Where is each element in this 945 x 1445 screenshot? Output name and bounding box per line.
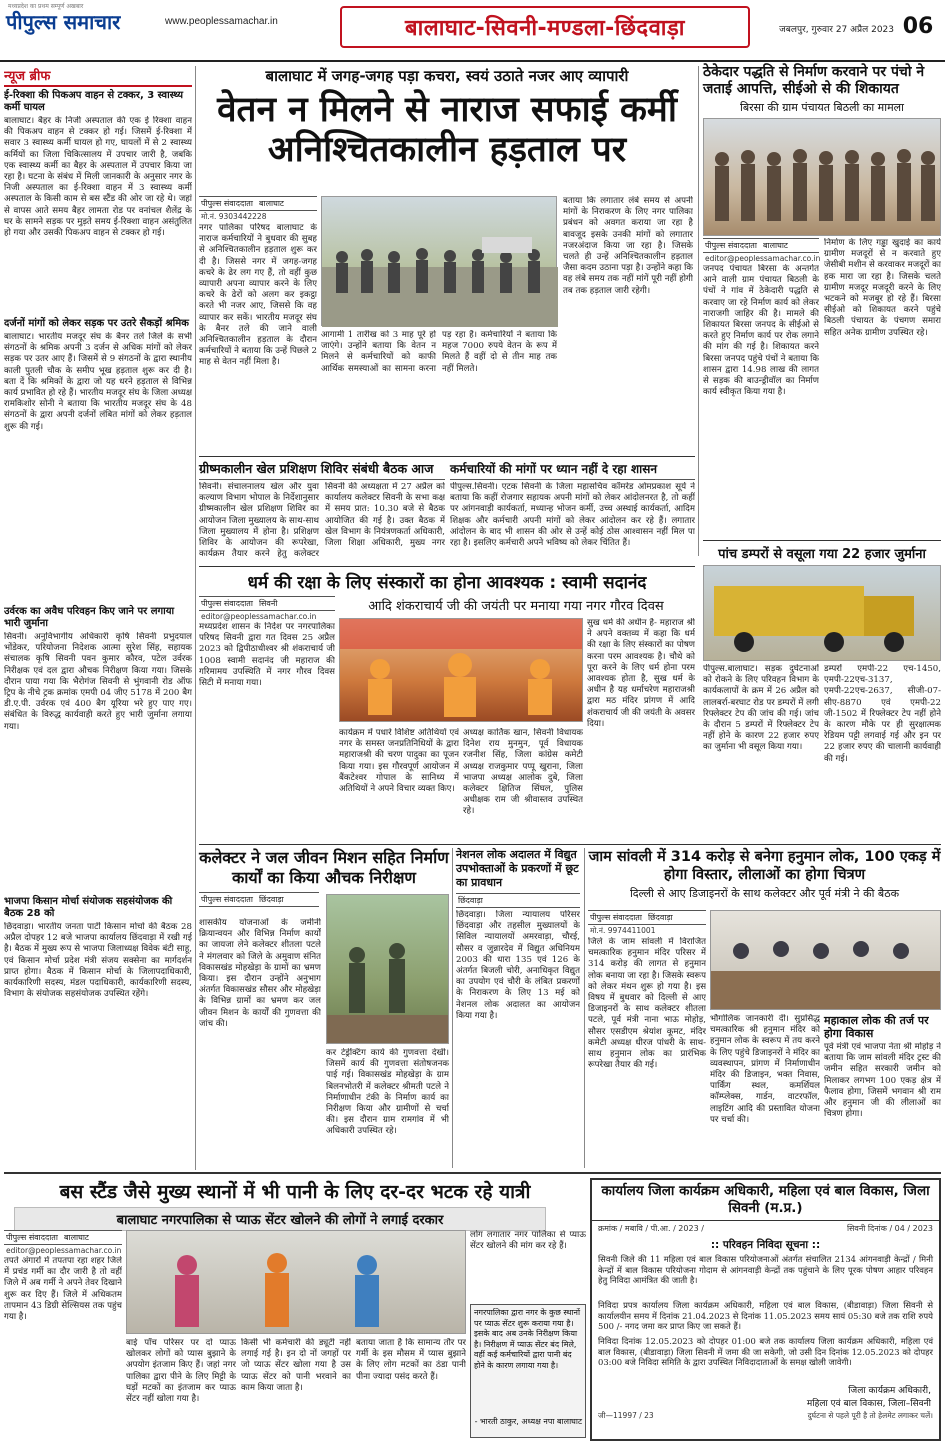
collector-bureau: पीपुल्स संवाददाता <box>201 895 253 904</box>
lead-bureau: पीपुल्स संवाददाता <box>201 199 253 208</box>
notice-sign-title: जिला कार्यक्रम अधिकारी, <box>848 1386 931 1396</box>
meeting-room-photo <box>711 911 940 1009</box>
divider <box>199 456 695 457</box>
column-divider <box>452 848 453 1168</box>
collector-story <box>199 848 449 1168</box>
religion-byline <box>199 596 335 611</box>
panchayat-place: बालाघाट <box>762 241 788 250</box>
hanuman-story <box>588 848 941 1168</box>
religion-col-1: मध्यप्रदेश शासन के निर्देश पर नगरपालिका परिषद सिवनी द्वारा गत दिवस 25 अप्रैल 2023 को द्विपीठाधीश्वर श्री शंकराचार्य जी 1008 स्वामी सदानंद जी महाराज की गरिमामय उपस्थिति में नगर गौरव दिवस सिटी में मनाया गया। <box>199 622 335 689</box>
fine-story <box>703 544 941 828</box>
water-col-2: बाई पाँच परिसर पर दो प्याऊ खोलकर लोगों को प्यास बुझाने के अपयोग इंतजाम किए हैं। जहां नगर पालिका द्वारा पीने के लिए मिट्टी के घड़ों मटकों का इंतजाम कर प्याऊ सेंटर नहीं खोला गया है। <box>126 1338 236 1405</box>
water-story <box>4 1178 586 1441</box>
protest-crowd-photo <box>322 197 558 327</box>
notice-footer-code: जी—11997 / 23 <box>598 1411 654 1420</box>
water-col-4: बताया जाता है कि सामान्य तौर पर गर्मी के इस मौसम में प्यास बुझाने के लिए लोग मटकों का ठंडा पानी पीना ज्यादा पसंद करते हैं। <box>356 1338 466 1382</box>
hanuman-col-1: जिले के जाम सांवली में विराजित चमत्कारिक हनुमान मंदिर परिसर में 314 करोड़ की लागत से हनुमान लोक बनाया जा रहा है। जिसके स्वरूप को लेकर मंथन शुरू हो गया है। इस विषय में बुधवार को दिल्ली से आए डिजाइनरों के साथ कलेक्टर शीतला पटले, पूर्व मंत्री नाना भाऊ मोहोड़, सौसर एसडीएम श्रेयांश कूमट, मंदिर कमेटी अध्यक्ष धीरज पांधरी के साथ-साथ हनुमान लोक का प्रारंभिक रूपरेखा तैयार की गई। <box>588 937 706 1071</box>
notice-footer-note: दुर्घटना से पहले पूरी है तो हेलमेट लगाकर चलें। <box>807 1411 933 1420</box>
divider <box>703 540 941 541</box>
brief-1-body: बालाघाट। बैहर के निजी अस्पताल की एक ई रिक्शा वाहन की पिकअप वाहन से टक्कर हो गई। जिसमें ई-रिक्शा में सवार 3 स्वास्थ्य कर्मी घायल हो गए, घायलों में से 2 स्वास्थ्य कर्मियों का जिला चिकित्सालय में उपचार जारी है, जबकि एक स्वास्थ्य कर्मी का बैहर के अस्पताल में उपचार किया जा रहा है। घटना के संबंध में मिली जानकारी के अनुसार नगर के निजी अस्पताल का ई-रिक्शा वाहन में 3 स्वास्थ्य कर्मी अस्पताल के किसी काम से बस स्टैंड की ओर जा रहे थे। जहां से वापस आते समय बैहर लामता रोड पर वनांचल शैलेंद्र के घर के सामने सड़क पर मुड़ते समय ई-रिक्शा वाहन असंतुलित हो गया और उसकी पिकअप वाहन से टक्कर हो गई। <box>4 116 192 239</box>
divider <box>4 1172 941 1174</box>
divider <box>199 566 695 567</box>
panchayat-story <box>703 64 941 540</box>
panchayat-subhead: बिरसा की ग्राम पंचायत बिठली का मामला <box>740 101 904 114</box>
hanuman-col-2: भौगोलिक जानकारी दी। सुप्रसिद्ध चमत्कारिक श्री हनुमान मंदिर को हनुमान लोक के स्वरूप में तय करने के लिए पहुंचे डिजाइनरों ने मंदिर का व्यवस्थापन, प्रांगण में निर्माणाधीन मंदिर की डिजाइन, भक्त निवास, पार्किंग स्थल, कमर्शियल कॉम्प्लेक्स, गार्डन, वाटरफॉल, लाइटिंग आदि की प्रस्तावित योजना पर चर्चा की। <box>710 1014 820 1125</box>
lead-col-3: बताया कि लगातार लंबे समय से अपनी मांगों के निराकरण के लिए नगर पालिका प्रबंधन को अवगत कराया जा रहा है बावजूद इसके उनकी मांगों को लगातार नजरअंदाज किया जा रहा है। जिसके चलते ही उन्हें अनिश्चितकालीन हड़ताल जैसा कदम उठाना पड़ा है। उन्होंने कहा कि वह लंबे समय तक नहीं मांगें पूरी नहीं होगी तब तक हड़ताल जारी रहेगी। <box>563 196 693 296</box>
divider <box>199 844 941 845</box>
water-bureau: पीपुल्स संवाददाता <box>6 1233 58 1242</box>
column-divider <box>195 66 196 1170</box>
court-byline <box>456 893 580 908</box>
women-walking-photo <box>127 1231 465 1333</box>
panchayat-photo <box>703 118 941 236</box>
water-quote: नगरपालिका द्वारा नगर के कुछ स्थानों पर प्याऊ सेंटर शुरू कराया गया है। इसके बाद अब उनके निरीक्षण किया है। निरीक्षण में प्याऊ सेंटर बंद मिले, वहीं कई कर्मचारियों द्वारा पानी बंद होने के कारण लगाया गया है। <box>474 1308 581 1370</box>
water-quote-by: - भारती ठाकुर, अध्यक्ष नपा बालाघाट <box>474 1417 582 1426</box>
religion-col-3: अध्यक्ष कार्तिक खान, सिवनी विधायक दिनेश राय मुनमुन, पूर्व विधायक रजनीश सिंह, जिला कांग्रेस कमेटी अध्यक्ष राजकुमार पप्पू खुराना, जिला भाजपा अध्यक्ष आलोक दुबे, जिला कलेक्टर क्षितिज सिंघल, पुलिस अधीक्षक राम जी श्रीवास्तव उपस्थित रहे। <box>463 728 583 817</box>
hanuman-col-3: पूर्व मंत्री एवं भाजपा नेता श्री मोहोड़ ने बताया कि जाम सांवली मंदिर ट्रस्ट की जमीन सहित सरकारी जमीन को मिलाकर लगभग 100 एकड़ क्षेत्र में फैलाव होगा, जिसमें भगवान श्री राम और हनुमान जी की लीलाओं का चित्रण होगा। <box>824 1042 941 1120</box>
collector-photo <box>326 894 449 1044</box>
panchayat-col-1: जनपद पंचायत बिरसा के अन्तर्गत आने वाली ग्राम पंचायत बिठली के पंचों ने गांव में ठेकेदारी पद्धति से करवाए जा रहे निर्माण कार्य को लेकर नाराजगी जाहिर की है। मामले की शिकायत बिरसा जनपद के सीईओ से करते हुए निर्माण कार्य पर रोक लगाने की मांग की गई है। शिकायत करने बिरसा जनपद पहुंचे पंचों ने बताया कि शासन द्वारा 14.98 लाख की लागत से सड़क की बाउन्ड्रीवॉल का निर्माण कार्य स्वीकृत किया गया है। <box>703 264 819 398</box>
notice-para-2: निविदा प्रपत्र कार्यालय जिला कार्यक्रम अधिकारी, महिला एवं बाल विकास, (बीडावाड़ा) जिला सिवनी से कार्यालयीन समय में दिनांक 21.04.2023 से दिनांक 11.05.2023 समय सायं 05:30 बजे तक राशि रुपये 500 /- नगद जमा कर प्राप्त किए जा सकते हैं। <box>598 1300 933 1331</box>
masthead <box>0 0 945 62</box>
water-col-3: किसी भी कर्मचारी की ड्यूटी नहीं लगाई गई है। इन दो नों जगहों पर जो प्याऊ सेंटर खोला गया है उस प्याऊ सेंटर को पानी भरवाने का काम किया जाता है। <box>241 1338 351 1393</box>
fine-col-1: पीपुल्स.बालाघाट। सड़क दुर्घटनाओं को रोकने के लिए परिवहन विभाग के कार्यकलापों के क्रम में 26 अप्रैल को लालबर्रा-बरघाट रोड पर डम्परों में लगी रिफ्लेक्टर टेप की जांच की गई। जांच के दौरान 5 डम्परों में रिफ्लेक्टर टेप नहीं होने के कारण 22 हजार रुपए का जुर्माना भी वसूल किया गया। <box>703 664 819 753</box>
notice-title: कार्यालय जिला कार्यक्रम अधिकारी, महिला एवं बाल विकास, जिला सिवनी (म.प्र.) <box>592 1180 939 1221</box>
hanuman-photo <box>710 910 941 1010</box>
notice-sign-dept: महिला एवं बाल विकास, जिला–सिवनी <box>806 1399 931 1409</box>
water-col-1: तपते अंगारों में तपतपा रहा शहर जिले में प्रचंड गर्मी का दौर जारी है तो वहीं जिले में अब गर्मी ने अपने तेवर दिखाने शुरू कर दिए हैं। जिले में अधिकतम तापमान 43 डिग्री सेल्सियस तक पहुंच गया है। <box>4 1256 122 1323</box>
religion-story <box>199 570 695 840</box>
brief-4-body: छिंदवाड़ा। भारतीय जनता पार्टी किसान मोर्चा की बैठक 28 अप्रैल दोपहर 12 बजे भाजपा कार्यालय छिंदवाड़ा में रखी गई है। बैठक में मुख्य रूप से भाजपा जिलाध्यक्ष विवेक बंटी साहू, एवं किसान मोर्चा प्रदेश मंत्री संजय सक्सेना का मार्गदर्शन प्राप्त होगा। बैठक में किसान मोर्चा के जिलापदाधिकारी, कार्यकारिणी सदस्य, मंडल पदाधिकारी, कार्यकारिणी सदस्य, विभाग के संयोजक सहसंयोजक उपस्थित रहेंगे। <box>4 922 192 1000</box>
hanuman-mobile: मो.नं. 9974411001 <box>590 926 656 935</box>
collector-col-2: कर टेड्रेक्टिंग कार्य की गुणवत्ता देखी। जिसमें कार्य की गुणवत्ता संतोषजनक पाई गई। विकासखंड मोहखेड़ा के ग्राम बिलनभोतरी में कलेक्टर श्रीमती पटले ने निर्माणाधीन टंकी के निर्माण कार्य का निरीक्षण किया और ग्रामीणों से चर्चा की। इस दौरान ग्राम रामगांव में भी अधिकारी उपस्थित रहे। <box>326 1048 449 1137</box>
hanuman-headline: जाम सांवली में 314 करोड़ से बनेगा हनुमान लोक, 100 एकड़ में होगा विस्तार, लीलाओं का होगा चित्रण <box>588 849 941 883</box>
panchayat-headline: ठेकेदार पद्धति से निर्माण करवाने पर पंचो ने जताई आपत्ति, सीईओ से की शिकायत <box>703 64 925 97</box>
collector-headline: कलेक्टर ने जल जीवन मिशन सहित निर्माण कार्यों का किया औचक निरीक्षण <box>199 848 449 887</box>
panchayat-email: editor@peoplessamachar.co.in <box>705 254 821 263</box>
newspaper-logo: पीपुल्स समाचार <box>6 10 121 34</box>
brief-3-headline: उर्वरक का अवैध परिवहन किए जाने पर लगाया भारी जुर्माना <box>4 606 175 629</box>
notice-ref-right: सिवनी दिनांक / 04 / 2023 <box>846 1224 933 1233</box>
religion-bureau: पीपुल्स संवाददाता <box>201 599 253 608</box>
swami-ceremony-photo <box>340 619 582 721</box>
fine-col-2: डम्परों एमपी-22 एच-1450, एमपी-22एच-3137, एमपी-22एच-2637, सीजी-07-सीए-8870 एवं एमपी-22 जी-1502 में रिफ्लेक्टर टेप नहीं होने के कारण मौके पर ही सुरक्षात्मक रेडियम पट्टी लगवाई गई और इन पर 22 हजार रुपए की चालानी कार्यवाही की गई। <box>824 664 941 764</box>
water-subhead: बालाघाट नगरपालिका से प्याऊ सेंटर खोलने की लोगों ने लगाई दरकार <box>14 1207 546 1231</box>
page-number: 06 <box>902 14 934 39</box>
notice-subtitle: :: परिवहन निविदा सूचना :: <box>710 1239 821 1251</box>
worker-headline: कर्मचारियों की मांगों पर ध्यान नहीं दे रहा शासन <box>450 460 695 480</box>
sports-story <box>199 460 445 560</box>
collector-inspection-photo <box>327 895 448 1043</box>
column-divider <box>698 66 699 556</box>
brief-4-headline: भाजपा किसान मोर्चा संयोजक सहसंयोजक की बैठक 28 को <box>4 896 173 919</box>
court-story <box>456 848 580 1168</box>
water-headline: बस स्टैंड जैसे मुख्य स्थानों में भी पानी के लिए दर-दर भटक रहे यात्री <box>59 1181 531 1203</box>
lead-headline: वेतन न मिलने से नाराज सफाई कर्मी अनिश्चितकालीन हड़ताल पर <box>217 90 677 170</box>
lead-mobile: मो.नं. 9303442228 <box>201 212 267 221</box>
religion-col-4: सुख धर्म की अधीन है- महाराज श्री ने अपने वक्तव्य में कहा कि धर्म की रक्षा के लिए संस्कारों का पोषण करना परम आवश्यक है। चौथे को पूरा करने के लिए धर्म होना परम आवश्यक होता है, सुख धर्म के अधीन है यह धर्माचरेण महाराजश्री द्वारा मठ मंदिर प्रांगण में आदि शंकराचार्य जी की जयंती के अवसर दिया। <box>587 618 695 729</box>
lead-story <box>199 64 695 454</box>
brief-3-body: सिवनी। अनुविभागीय अधिकारी कृषि सिवनी प्रभुदयाल भोंडेकर, परियोजना निदेशक आत्मा सुरेश सिंह, सहायक संचालक कृषि सिवनी पवन कुमार कौरव, पटेल उर्वरक निरीक्षक एवं दल द्वारा औचक निरीक्षण किया गया। जिसके दौरान पाया गया कि भैरोगंज सिवनी से भुंगवानी रोड ऑफ ट्रिप के नीचे ट्रक क्रमांक एमपी 04 जीए 5178 में 200 बैग डी.ए.पी. उर्वरक एवं 400 बैग यूरिया भरे हुए पाए गए। संबंधित के विरुद्ध कार्यवाही करते हुए भारी जुर्माना लगाया गया। <box>4 632 192 732</box>
water-place: बालाघाट <box>63 1233 89 1242</box>
villagers-group-photo <box>704 119 940 235</box>
lead-strap: बालाघाट में जगह-जगह पड़ा कचरा, स्वयं उठाते नजर आए व्यापारी <box>265 67 629 85</box>
worker-story <box>450 460 695 560</box>
religion-col-2: कार्यक्रम में पधारे विशिष्ट अतिथियों एवं नगर के समस्त जनप्रतिनिधियों के द्वारा महाराजश्री की चरण पादुका का पूजन किया गया। इस गौरवपूर्ण आयोजन में बैंकटेश्वर गोपाल के सानिध्य में अतिथियों ने अपने विचार व्यक्त किए। <box>339 728 459 795</box>
news-brief-column <box>4 66 192 1170</box>
lead-col-2: आगामी 1 तारीख को 3 माह पूरे हो जाएंगे। उन्होंने बताया कि वेतन न मिलने से कर्मचारियों को काफी आर्थिक समस्याओं का सामना करना पड़ रहा है। कर्मचारियों ने बताया कि महज 7000 रुपये वेतन के रूप में मिलते हैं वहीं दो से तीन माह तक नहीं मिलते। <box>321 330 557 374</box>
religion-headline: धर्म की रक्षा के लिए संस्कारों का होना आवश्यक : स्वामी सदानंद <box>247 573 647 593</box>
panchayat-byline <box>703 238 819 253</box>
brief-1-headline: ई-रिक्शा की पिकअप वाहन से टक्कर, 3 स्वास्थ्य कर्मी घायल <box>4 90 184 113</box>
religion-subhead: आदि शंकराचार्य जी की जयंती पर मनाया गया नगर गौरव दिवस <box>368 599 664 614</box>
religion-place: सिवनी <box>258 599 278 608</box>
water-col-5: लोग लगातार नगर पालिका से प्याऊ सेंटर खोलने की मांग कर रहे हैं। <box>470 1230 586 1252</box>
religion-email: editor@peoplessamachar.co.in <box>201 612 317 621</box>
religion-photo <box>339 618 583 722</box>
court-body: छिंदवाड़ा। जिला न्यायालय परिसर छिंदवाड़ा और तहसील मुख्यालयों के सिविल न्यायालयों अमरवाड़ा, चौरई, सौसर व जुन्नारदेव में विद्युत अधिनियम 2003 की धारा 135 एवं 126 के अंतर्गत बिजली चोरी, अनाधिकृत विद्युत का उपयोग एवं चौरी के लंबित प्रकरणों के निराकरण के लिए 13 मई को नेशनल लोक अदालत का आयोजन किया गया है। <box>456 910 580 1021</box>
water-email: editor@peoplessamachar.co.in <box>6 1246 122 1255</box>
website-url: www.peoplessamachar.in <box>165 16 278 27</box>
logo-tagline: मध्यप्रदेश का प्रथम सम्पूर्ण अखबार <box>8 3 84 10</box>
collector-byline <box>199 892 319 907</box>
notice-ref-left: क्रमांक / मबावि / पी.आ. / 2023 / <box>598 1224 704 1233</box>
hanuman-bureau: पीपुल्स संवाददाता <box>590 913 642 922</box>
brief-2-body: बालाघाट। भारतीय मजदूर संघ के बैनर तले जिले के सभी संगठनों के श्रमिक अपनी 3 दर्जन से अधिक मांगों को लेकर सड़क पर उतर आए हैं। जिसमें से 9 संगठनों के द्वारा स्थानीय काली पुतली चौक के समीप भूख हड़ताल शुरू कर दी है। बता दें कि श्रमिकों के द्वारा जो यह धरने हड़ताल से विभिन्न कार्य प्रभावित हो रहे हैं। भारतीय मजदूर संघ के जिला अध्यक्ष रामकिशोर सोनी ने बताया कि भारतीय मजदूर संघ के 48 संगठनों के द्वारा अपनी दर्जनों लंबित मांगों को लेकर हड़ताल शुरू की गई। <box>4 332 192 432</box>
brief-2-headline: दर्जनों मांगों को लेकर सड़क पर उतरे सैकड़ों श्रमिक <box>4 318 189 329</box>
water-quote-box <box>470 1304 586 1438</box>
edition-title: बालाघाट-सिवनी-मण्डला-छिंदवाड़ा <box>405 16 685 41</box>
sports-headline: ग्रीष्मकालीन खेल प्रशिक्षण शिविर संबंधी बैठक आज <box>199 460 445 480</box>
worker-body: पीपुल्स.सिवनी। एटक सिवनी के जिला महासचिव कॉमरेड ओमप्रकाश सूर्ये ने बताया कि कहीं रोजगार सहायक अपनी मांगों को लेकर आंदोलनरत है, तो कहीं पर आंगनवाड़ी कार्यकर्ता, मध्यान्ह भोजन कर्मी, उच्च अस्थाई कार्यकर्ता, आदिम शिक्षक और कर्मचारी अपनी मांगों को लेकर आंदोलन कर रहे हैं। लगातार आंदोलन के बाद भी शासन की ओर से उन्हें कोई ठोस आश्वासन नहीं मिल पा रहा है। इसलिए कर्मचारी अपने भविष्य को लेकर चिंतित हैं। <box>450 482 695 549</box>
panchayat-col-2: निर्माण के लिए गड्ढा खुदाई का कार्य ग्रामीण मजदूरों से न करवाते हुए जेसीबी मशीन से करवाकर मजदूरों का हक मारा जा रहा है। जिसके चलते ग्रामीण मजदूर मजदूरी करने के लिए भटकने को मजबूर हो रहे हैं। बिरसा सीईओ को शिकायत करने पहुंचे बिठली पंचायत के पंचगण समारा सहित अनेक ग्रामीण उपस्थित रहे। <box>824 238 941 338</box>
tender-notice <box>590 1178 941 1441</box>
fine-headline: पांच डम्परों से वसूला गया 22 हजार जुर्माना <box>718 547 926 562</box>
hanuman-place: छिंदवाड़ा <box>647 913 673 922</box>
news-brief-label: न्यूज ब्रीफ <box>4 66 192 87</box>
fine-photo <box>703 565 941 661</box>
collector-place: छिंदवाड़ा <box>258 895 284 904</box>
column-divider <box>584 848 585 1168</box>
edition-banner <box>340 6 750 48</box>
lead-col-1: नगर पालिका परिषद बालाघाट के नाराज कर्मचारियों ने बुधवार की सुबह से अनिश्चितकालीन हड़ताल शुरू कर दी है। जिससे नगर में जगह-जगह कचरे के ढेर लग गए हैं, तो वहीं कुछ व्यापारी अपना व्यापार करने के लिए कचरे के ढेरों को अलग कर इकट्ठा करते भी नजर आए, जिससे कि वह व्यापार कर सकें। भारतीय मजदूर संघ के बैनर तले की जाने वाली अनिश्चितकालीन हड़ताल के दौरान कर्मचारियों ने बताया कि उन्हें पिछले 2 माह से वेतन नहीं मिला है। <box>199 223 317 368</box>
dateline: जबलपुर, गुरुवार 27 अप्रैल 2023 <box>779 25 894 35</box>
hanuman-col3-headline: महाकाल लोक की तर्ज पर होगा विकास <box>824 1014 929 1040</box>
court-headline: नेशनल लोक अदालत में विद्युत उपभोक्ताओं के प्रकरणों में छूट का प्रावधान <box>456 848 579 889</box>
notice-para-1: सिवनी जिले की 11 महिला एवं बाल विकास परियोजनाओं अंतर्गत संचालित 2134 आंगनवाड़ी केन्द्रों / मिनी केन्द्रों में बाल विकास परियोजना गोदाम से आंगनवाड़ी केन्द्रों तक पहुंचाने के लिए पूरक पोषण आहार परिवहन हेतु निविदा आमंत्रित की जाती है। <box>598 1254 933 1285</box>
lead-byline <box>199 196 317 211</box>
hanuman-subhead: दिल्ली से आए डिजाइनरों के साथ कलेक्टर और पूर्व मंत्री ने की बैठक <box>629 887 900 900</box>
lead-place: बालाघाट <box>258 199 284 208</box>
water-photo <box>126 1230 466 1334</box>
sports-body: सिवनी। संचालनालय खेल और युवा कल्याण विभाग भोपाल के निर्देशानुसार ग्रीष्मकालीन खेल प्रशिक्षण शिविर का आयोजन जिला मुख्यालय के साथ-साथ जिला मुख्यालय में होना है। प्रशिक्षण शिविर के आयोजन की रूपरेखा, कार्यक्रम तैयार करने हेतु कलेक्टर सिवनी की अध्यक्षता में 27 अप्रैल को कार्यालय कलेक्टर सिवनी के सभा कक्ष में समय प्रात: 10.30 बजे से बैठक आयोजित की गई है। उक्त बैठक में खेल विभाग के नियंत्रणकर्ता अधिकारी, जिला शिक्षा अधिकारी, मुख्य नगर <box>199 482 445 560</box>
notice-para-3: निविदा दिनांक 12.05.2023 को दोपहर 01:00 बजे तक कार्यालय जिला कार्यक्रम अधिकारी, महिला एवं बाल विकास, (बीडावाड़ा) जिला सिवनी में जमा की जा सकेगी, जो उसी दिन दिनांक 12.05.2023 को दोपहर 03:00 बजे निविदा समिति के द्वारा उपस्थित निविदादाताओं के समक्ष खोली जावेगी। <box>598 1336 933 1367</box>
collector-col-1: शासकीय योजनाओं के जमीनी क्रियान्वयन और विभिन्न निर्माण कार्यों का जायजा लेने कलेक्टर शीतला पटले ने मंगलवार को जिले के अमुवाण संनित विकासखंड मोहखेड़ा के ग्रामों का भ्रमण किया। इस दौरान उन्होंने अनुभाग अंतर्गत विकासखंड सौसर और मोहखेड़ा के विभिन्न ग्रामों का भ्रमण कर जल जीवन मिशन के कार्यों की गुणवत्ता की जांच की। <box>199 918 321 1029</box>
water-byline <box>4 1230 122 1245</box>
panchayat-bureau: पीपुल्स संवाददाता <box>705 241 757 250</box>
lead-photo <box>321 196 557 326</box>
dumper-truck-photo <box>704 566 940 660</box>
hanuman-byline <box>588 910 706 925</box>
court-place: छिंदवाड़ा <box>458 896 483 905</box>
